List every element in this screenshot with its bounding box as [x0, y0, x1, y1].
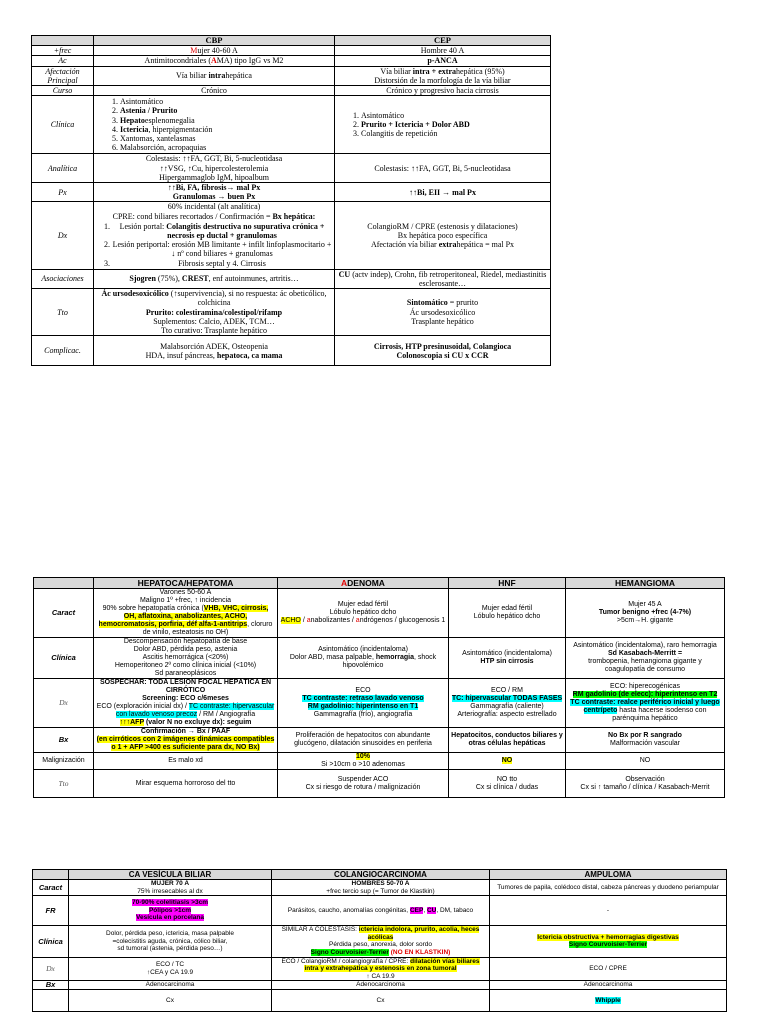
header-empty: [33, 870, 69, 880]
table-row: [34, 753, 725, 770]
cep-px: ↑↑Bi, EII → mal Px: [335, 183, 551, 202]
table-cbp-cep: [31, 35, 551, 366]
amp-fr: -: [490, 896, 727, 926]
cbp-curso: Crónico: [94, 86, 335, 96]
table-row: [34, 770, 725, 798]
cbp-tto: Ác ursodesoxicólico (↑supervivencia), si no respuesta: ác obeticólico, colchicina Prurito: colestiramina/colestipol/rifamp Suplementos: Calcio, ADEK, TCM… Tto curativo: Trasplante hepático: [94, 289, 335, 336]
ade-dx: ECO TC contraste: retraso lavado venoso RM gadolinio: hiperintenso en T1 Gammagrafía (frío), angiografía: [278, 679, 449, 728]
table-row: [33, 926, 727, 957]
row-label-asociaciones: Asociaciones: [32, 269, 94, 288]
hnf-tto: NO tto Cx si clínica / dudas: [449, 770, 566, 798]
header-colangio: COLANGIOCARCINOMA: [272, 870, 490, 880]
col-tto: Cx: [272, 989, 490, 1011]
table-row: [33, 880, 727, 896]
ves-clinica: Dolor, pérdida peso, ictericia, masa palpable =colecistitis aguda, crónica, cólico biliar, sd tumoral (astenia, pérdida peso…): [69, 926, 272, 957]
table-row: [32, 269, 551, 288]
header-ampuloma: AMPULOMA: [490, 870, 727, 880]
table-row: [34, 728, 725, 753]
header-hnf: HNF: [449, 578, 566, 589]
header-cbp: CBP: [94, 36, 335, 46]
hep-dx: SOSPECHAR: TODA LESIÓN FOCAL HEPÁTICA EN CIRRÓTICO Screening: ECO c/6meses ECO (exploración inicial dx) / TC contraste: hipervascular con lavado venoso precoz / RM / Angiografía ↑↑↑AFP (valor N no excluye dx): seguim: [94, 679, 278, 728]
cbp-frec: Mujer 40-60 A: [94, 46, 335, 56]
table-row: [33, 989, 727, 1011]
ves-dx: ECO / TC ↑CEA y CA 19.9: [69, 957, 272, 981]
table-row: [32, 86, 551, 96]
row-label-afectacion: Afectación Principal: [32, 66, 94, 85]
cbp-clinica: 1. Asintomático 2. Astenia / Prurito 3. Hepatoesplenomegalia 4. Ictericia, hiperpigmentación 5. Xantomas, xantelasmas 6. Malabsorción, acropaquias: [94, 96, 335, 154]
ves-bx: Adenocarcinoma: [69, 981, 272, 990]
hep-tto: Mirar esquema horroroso del tto: [94, 770, 278, 798]
hnf-bx: Hepatocitos, conductos biliares y otras células hepáticas: [449, 728, 566, 753]
header-hepatoca: HEPATOCA/HEPATOMA: [94, 578, 278, 589]
row-label-caract: Caract: [34, 589, 94, 638]
col-caract: HOMBRES 50-70 A +frec tercio sup (= Tumor de Klastkin): [272, 880, 490, 896]
row-label-clinica: Clínica: [34, 638, 94, 679]
cep-dx: ColangioRM / CPRE (estenosis y dilataciones) Bx hepática poco específica Afectación vía biliar extrahepática = mal Px: [335, 202, 551, 269]
row-label-frec: +frec: [32, 46, 94, 56]
row-label-px: Px: [32, 183, 94, 202]
row-label-ac: Ac: [32, 56, 94, 66]
hep-caract: Varones 50-60 A Maligno 1º +frec, ↑ incidencia 90% sobre hepatopatía crónica (VHB, VHC, cirrosis, OH, aflatoxina, anabolizantes, ACHO, hemocromatosis, porfiria, déf alfa-1-antitrips, cloruro de vinilo, esteatosis no OH): [94, 589, 278, 638]
hnf-malig: NO: [449, 753, 566, 770]
table-row: [32, 96, 551, 154]
amp-dx: ECO / CPRE: [490, 957, 727, 981]
cep-analitica: Colestasis: ↑↑FA, GGT, Bi, 5-nucleotidasa: [335, 154, 551, 183]
table-row: [34, 589, 725, 638]
header-empty: [34, 578, 94, 589]
cbp-asociaciones: Sjogren (75%), CREST, enf autoinmunes, artritis…: [94, 269, 335, 288]
cbp-afectacion: Vía biliar intrahepática: [94, 66, 335, 85]
table-row: [32, 154, 551, 183]
row-label-analitica: Analítica: [32, 154, 94, 183]
cbp-px: ↑↑Bi, FA, fibrosis→ mal Px Granulomas → buen Px: [94, 183, 335, 202]
col-dx: ECO / ColangioRM / colangiografía / CPRE: dilatación vías biliares intra y extrahepática y estenosis en zona tumoral ↑ CA 19.9: [272, 957, 490, 981]
row-label-malignizacion: Malignización: [34, 753, 94, 770]
hep-clinica: Descompensación hepatopatía de base Dolor ABD, pérdida peso, astenia Ascitis hemorrágica (<20%) Hemoperitoneo 2º como clínica inicial (<10%) Sd paraneoplásicos: [94, 638, 278, 679]
row-label-complicaciones: Complicac.: [32, 336, 94, 366]
row-label-tto: Tto: [34, 770, 94, 798]
row-label-fr: FR: [33, 896, 69, 926]
table-row: [32, 202, 551, 269]
table-header-row: [32, 36, 551, 46]
hep-malig: Es malo xd: [94, 753, 278, 770]
hnf-caract: Mujer edad fértil Lóbulo hepático dcho: [449, 589, 566, 638]
cep-complicaciones: Cirrosis, HTP presinusoidal, Colangioca Colonoscopia si CU x CCR: [335, 336, 551, 366]
cep-curso: Crónico y progresivo hacia cirrosis: [335, 86, 551, 96]
col-fr: Parásitos, caucho, anomalías congénitas, CEP, CU, DM, tabaco: [272, 896, 490, 926]
cbp-complicaciones: Malabsorción ADEK, Osteopenia HDA, insuf páncreas, hepatoca, ca mama: [94, 336, 335, 366]
cep-ac: p-ANCA: [335, 56, 551, 66]
table-row: [34, 679, 725, 728]
row-label-caract: Caract: [33, 880, 69, 896]
cep-asociaciones: CU (actv indep), Crohn, fib retroperitoneal, Riedel, mediastinitis esclerosante…: [335, 269, 551, 288]
hem-dx: ECO: hiperecogénicas RM gadolinio (de elecc): hiperintenso en T2 TC contraste: realce periférico inicial y luego centrípeto hasta hacerse isodenso con parénquima hepático: [566, 679, 725, 728]
cep-afectacion: Vía biliar intra + extrahepática (95%) Distorsión de la morfología de la vía biliar: [335, 66, 551, 85]
ves-fr: 70-90% colelitiasis >3cm Pólipos >1cm Vesícula en porcelana: [69, 896, 272, 926]
ade-caract: Mujer edad fértil Lóbulo hepático dcho ACHO / anabolizantes / andrógenos / glucogenosis 1: [278, 589, 449, 638]
ade-tto: Suspender ACO Cx si riesgo de rotura / malignización: [278, 770, 449, 798]
row-label-bx: Bx: [34, 728, 94, 753]
row-label-clinica: Clínica: [32, 96, 94, 154]
row-label-tto: [33, 989, 69, 1011]
table-row: [33, 981, 727, 990]
table-row: [33, 957, 727, 981]
table-row: [32, 66, 551, 85]
hnf-clinica: Asintomático (incidentaloma) HTP sin cirrosis: [449, 638, 566, 679]
hep-bx: Confirmación → Bx / PAAF (en cirróticos con 2 imágenes dinámicas compatibles o 1 + AFP >400 es suficiente para dx, NO Bx): [94, 728, 278, 753]
ves-caract: MUJER 70 A 75% irresecables al dx: [69, 880, 272, 896]
header-empty: [32, 36, 94, 46]
table-row: [32, 56, 551, 66]
table-row: [32, 183, 551, 202]
hem-clinica: Asintomático (incidentaloma), raro hemorragia Sd Kasabach-Merritt = trombopenia, hemangioma gigante y coagulopatía de consumo: [566, 638, 725, 679]
hem-tto: Observación Cx si ↑ tamaño / clínica / Kasabach-Merrit: [566, 770, 725, 798]
row-label-dx: Dx: [34, 679, 94, 728]
cbp-analitica: Colestasis: ↑↑FA, GGT, Bi, 5-nucleotidasa ↑↑VSG, ↑Cu, hipercolesterolemia Hipergammaglob IgM, hipoalbum: [94, 154, 335, 183]
row-label-dx: Dx: [33, 957, 69, 981]
hnf-dx: ECO / RM TC: hipervascular TODAS FASES Gammagrafía (caliente) Arteriografía: aspecto estrellado: [449, 679, 566, 728]
table-row: [33, 896, 727, 926]
cep-tto: Sintomático = prurito Ác ursodesoxicólico Trasplante hepático: [335, 289, 551, 336]
amp-clinica: Ictericia obstructiva + hemorragias digestivas Signo Courvoisier-Terrier: [490, 926, 727, 957]
table-row: [32, 289, 551, 336]
row-label-curso: Curso: [32, 86, 94, 96]
col-bx: Adenocarcinoma: [272, 981, 490, 990]
cbp-ac: Antimitocondriales (AMA) tipo IgG vs M2: [94, 56, 335, 66]
header-vesicula: CA VESÍCULA BILIAR: [69, 870, 272, 880]
table-row: [32, 46, 551, 56]
amp-bx: Adenocarcinoma: [490, 981, 727, 990]
header-hemangioma: HEMANGIOMA: [566, 578, 725, 589]
ade-malig: 10% Si >10cm o >10 adenomas: [278, 753, 449, 770]
cbp-dx: 60% incidental (alt analítica) CPRE: cond biliares recortados / Confirmación = Bx hepática: 1. Lesión portal: Colangitis destructiva no supurativa crónica + necrosis ep ductal + granulomas 2. Lesión periportal: erosión MB limitante + infilt linfoplasmocitario + ↓ nº cond biliares + granulomas 3. Fibrosis septal y 4. Cirrosis: [94, 202, 335, 269]
ves-tto: Cx: [69, 989, 272, 1011]
table-header-row: [34, 578, 725, 589]
col-clinica: SIMILAR A COLESTASIS: ictericia indolora, prurito, acolia, heces acólicas Pérdida peso, anorexia, dolor sordo Signo Courvoisier-Terrier (NO EN KLASTKIN): [272, 926, 490, 957]
row-label-dx: Dx: [32, 202, 94, 269]
table-row: [34, 638, 725, 679]
row-label-clinica: Clínica: [33, 926, 69, 957]
hem-caract: Mujer 45 A Tumor benigno +frec (4-7%) >5cm→H. gigante: [566, 589, 725, 638]
ade-bx: Proliferación de hepatocitos con abundante glucógeno, dilatación sinusoides en periferia: [278, 728, 449, 753]
table-tumores-hepaticos: [33, 577, 725, 798]
row-label-bx: Bx: [33, 981, 69, 990]
table-row: [32, 336, 551, 366]
amp-caract: Tumores de papila, colédoco distal, cabeza páncreas y duodeno periampular: [490, 880, 727, 896]
hem-malig: NO: [566, 753, 725, 770]
ade-clinica: Asintomático (incidentaloma) Dolor ABD, masa palpable, hemorragia, shock hipovolémico: [278, 638, 449, 679]
header-adenoma: ADENOMA: [278, 578, 449, 589]
table-header-row: [33, 870, 727, 880]
table-tumores-biliares: [32, 869, 727, 1012]
amp-tto: Whipple: [490, 989, 727, 1011]
header-cep: CEP: [335, 36, 551, 46]
row-label-tto: Tto: [32, 289, 94, 336]
hem-bx: No Bx por R sangrado Malformación vascular: [566, 728, 725, 753]
cep-frec: Hombre 40 A: [335, 46, 551, 56]
cep-clinica: 1. Asintomático 2. Prurito + Ictericia + Dolor ABD 3. Colangitis de repetición: [335, 96, 551, 154]
